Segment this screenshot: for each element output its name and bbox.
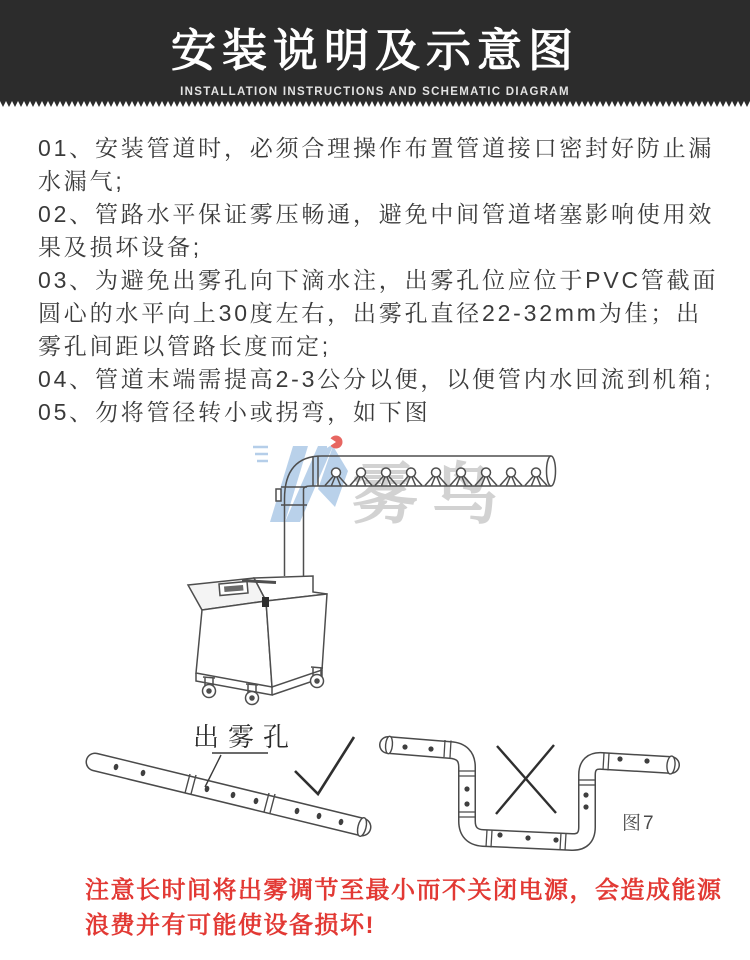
instruction-item-2: 02、管路水平保证雾压畅通，避免中间管道堵塞影响使用效果及损坏设备; (38, 201, 715, 260)
instruction-list (0, 108, 750, 429)
wrong-pipe-example (385, 736, 676, 850)
warning-text: 注意长时间将出雾调节至最小而不关闭电源，会造成能源浪费并有可能使设备损坏! (85, 877, 723, 939)
checkmark-icon (295, 737, 354, 794)
correct-pipe-example (95, 722, 368, 837)
humidifier-machine (188, 576, 327, 705)
cross-icon (496, 745, 556, 814)
mist-hole-label: 出雾孔 (193, 722, 299, 752)
machine-pipe-diagram (0, 429, 750, 709)
header-banner (0, 0, 750, 101)
instruction-item-3: 03、为避免出雾孔向下滴水注，出雾孔位应位于PVC管截面圆心的水平向上30度左右，出雾孔直径22-32mm为佳；出雾孔间距以管路长度而定; (38, 267, 719, 359)
page-subtitle: INSTALLATION INSTRUCTIONS AND SCHEMATIC DIAGRAM (180, 86, 570, 98)
page-title: 安装说明及示意图 (170, 25, 579, 76)
power-button (262, 597, 269, 607)
instruction-item-4: 04、管道末端需提高2-3公分以便，以便管内水回流到机箱; (38, 366, 714, 392)
figure-label: 图7 (622, 813, 656, 834)
watermark-text: 雾鸟 (352, 457, 512, 531)
instruction-item-5: 05、勿将管径转小或拐弯，如下图 (38, 399, 431, 425)
instruction-item-1: 01、安装管道时，必须合理操作布置管道接口密封好防止漏水漏气; (38, 135, 715, 194)
piping-examples-diagram (0, 709, 750, 867)
perforation-divider (0, 101, 750, 108)
